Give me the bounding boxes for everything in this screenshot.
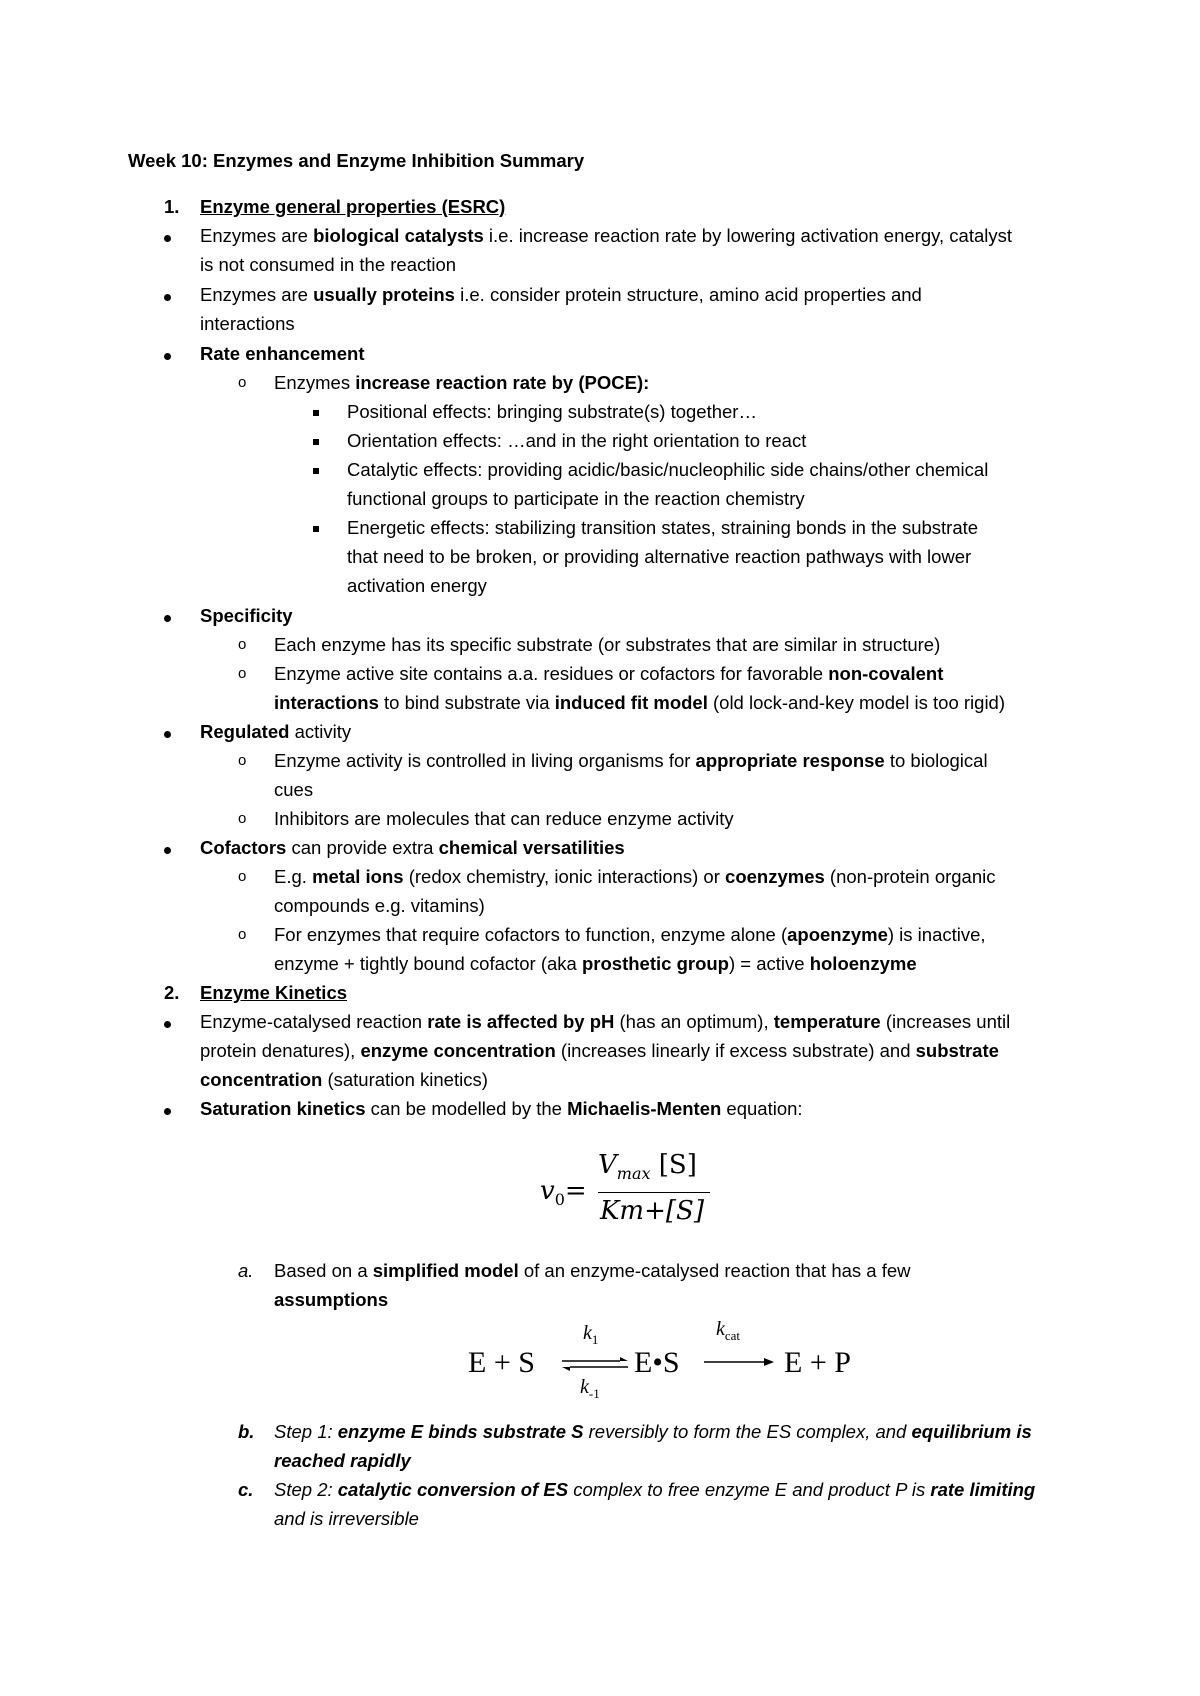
sub-item: E.g. metal ions (redox chemistry, ionic interactions) or coenzymes (non-protein organic [274,866,996,887]
list-item-regulated: Regulated activity [200,721,352,742]
item-marker-a: a. [238,1260,254,1281]
list-item: Enzymes are usually proteins i.e. consider protein structure, amino acid properties and [200,284,922,305]
sub-item-continuation: cues [274,779,314,800]
bullet-circle: o [238,810,247,827]
sub-item-continuation: assumptions [274,1289,389,1310]
bullet-circle: o [238,868,247,885]
es-complex: E•S [634,1346,680,1379]
list-item: Enzyme-catalysed reaction rate is affected by pH (has an optimum), temperature (increases until [200,1011,1011,1032]
bullet-dot [164,353,171,360]
bullet-square [313,439,319,445]
bullet-circle: o [238,374,247,391]
rate-constant-kcat: $k_{cat}$ [716,1318,741,1343]
bullet-square [313,410,319,416]
fraction-bar [598,1192,710,1193]
sub-sub-item: Catalytic effects: providing acidic/basic/nucleophilic side chains/other chemical [347,459,989,480]
section-1-heading: Enzyme general properties (ESRC) [200,196,506,217]
sub-item: Enzyme activity is controlled in living organisms for appropriate response to biological [274,750,988,771]
sub-item: Based on a simplified model of an enzyme-catalysed reaction that has a few [274,1260,911,1281]
bullet-dot [164,294,171,301]
reactants: E + S [468,1346,535,1379]
sub-sub-item-continuation: activation energy [347,575,487,596]
sub-sub-item-continuation: functional groups to participate in the reaction chemistry [347,488,805,509]
list-item-rate-enhancement: Rate enhancement [200,343,365,364]
rate-constant-k1: $k_1$ [583,1322,599,1347]
list-item-continuation: interactions [200,313,295,334]
sub-item: Step 1: enzyme E binds substrate S reversibly to form the ES complex, and equilibrium is [274,1421,1032,1442]
reaction-scheme [460,1318,880,1401]
bullet-square [313,526,319,532]
michaelis-menten-equation: $v_0=$ $V_{max}$ [S] Km+[S] [540,1150,720,1230]
sub-item: Step 2: catalytic conversion of ES complex to free enzyme E and product P is rate limiting [274,1479,1036,1500]
sub-item-continuation: reached rapidly [274,1450,411,1471]
sub-sub-item-continuation: that need to be broken, or providing alternative reaction pathways with lower [347,546,972,567]
list-item-continuation: concentration (saturation kinetics) [200,1069,488,1090]
item-marker-b: b. [238,1421,255,1442]
sub-item: Enzymes increase reaction rate by (POCE): [274,372,650,393]
bullet-square [313,468,319,474]
sub-item-continuation: compounds e.g. vitamins) [274,895,485,916]
sub-item-continuation: enzyme + tightly bound cofactor (aka prosthetic group) = active holoenzyme [274,953,917,974]
section-2-heading: Enzyme Kinetics [200,982,348,1003]
section-1-number: 1. [164,196,180,217]
bullet-dot [164,731,171,738]
sub-sub-item: Orientation effects: …and in the right orientation to react [347,430,807,451]
bullet-dot [164,847,171,854]
list-item: Enzymes are biological catalysts i.e. increase reaction rate by lowering activation energy, catalyst [200,225,1012,246]
sub-sub-item: Positional effects: bringing substrate(s) together… [347,401,757,422]
sub-item: Each enzyme has its specific substrate (or substrates that are similar in structure) [274,634,941,655]
sub-sub-item: Energetic effects: stabilizing transition states, straining bonds in the substrate [347,517,979,538]
page-title: Week 10: Enzymes and Enzyme Inhibition Summary [128,150,585,171]
sub-item: Enzyme active site contains a.a. residues or cofactors for favorable non-covalent [274,663,944,684]
rate-constant-k-1: $k_{-1}$ [580,1376,600,1401]
equilibrium-arrow-icon [562,1354,628,1376]
item-marker-c: c. [238,1479,254,1500]
forward-arrow-icon [704,1356,774,1368]
sub-item-continuation: and is irreversible [274,1508,419,1529]
bullet-circle: o [238,926,247,943]
list-item-continuation: is not consumed in the reaction [200,254,457,275]
bullet-circle: o [238,665,247,682]
bullet-dot [164,1021,171,1028]
list-item-continuation: protein denatures), enzyme concentration (increases linearly if excess substrate) and substrate [200,1040,999,1061]
list-item: Saturation kinetics can be modelled by the Michaelis-Menten equation: [200,1098,803,1119]
bullet-circle: o [238,752,247,769]
bullet-circle: o [238,636,247,653]
bullet-dot [164,235,171,242]
sub-item: For enzymes that require cofactors to function, enzyme alone (apoenzyme) is inactive, [274,924,986,945]
bullet-dot [164,1108,171,1115]
products: E + P [784,1346,851,1379]
section-2-number: 2. [164,982,180,1003]
sub-item-continuation: interactions to bind substrate via induced fit model (old lock-and-key model is too rigid) [274,692,1006,713]
bullet-dot [164,615,171,622]
list-item-specificity: Specificity [200,605,293,626]
list-item-cofactors: Cofactors can provide extra chemical versatilities [200,837,625,858]
sub-item: Inhibitors are molecules that can reduce enzyme activity [274,808,734,829]
